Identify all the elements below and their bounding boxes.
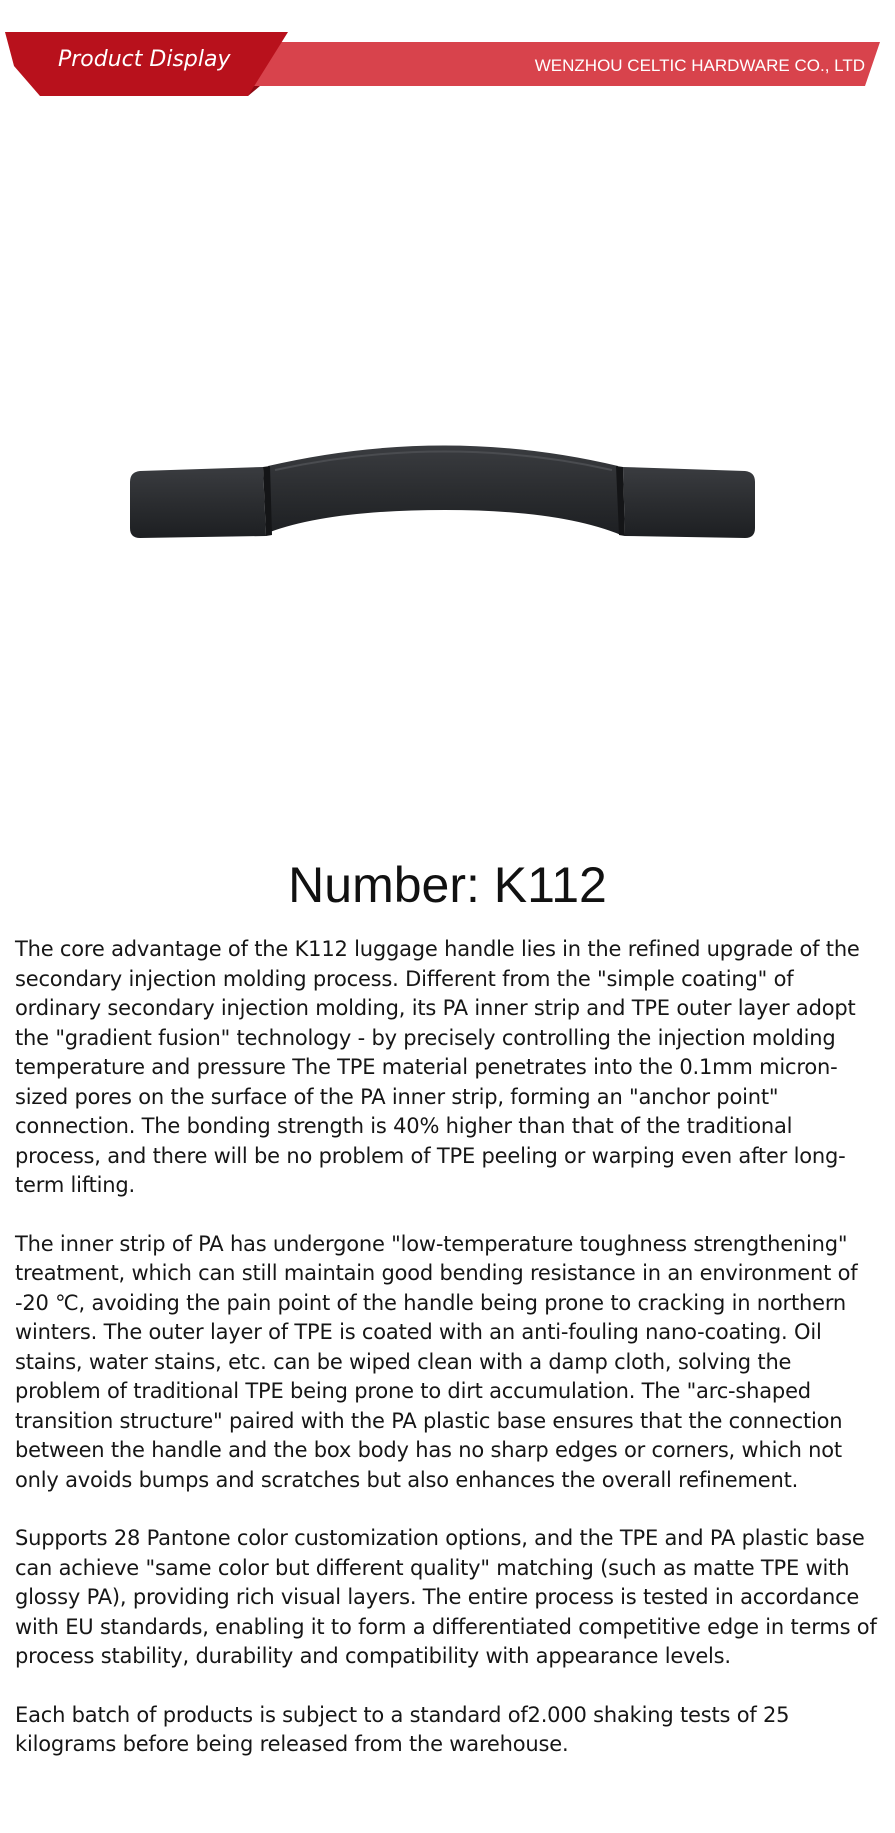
header-banner	[0, 0, 895, 110]
handle-left-end	[130, 467, 266, 538]
description-paragraph: The core advantage of the K112 luggage handle lies in the refined upgrade of the secondary injection molding process. Different from the "simple coating" of ordinary secondary injection molding, its PA inner strip and TPE outer layer adopt the "gradient fusion" technology - by precisely controlling the injection molding temperature and pressure The TPE material penetrates into the 0.1mm micron-sized pores on the surface of the PA inner strip, forming an "anchor point" connection. The bonding strength is 40% higher than that of the traditional process, and there will be no problem of TPE peeling or warping even after long-term lifting.	[15, 937, 860, 1197]
description-paragraph: Supports 28 Pantone color customization options, and the TPE and PA plastic base can achieve "same color but different quality" matching (such as matte TPE with glossy PA), providing rich visual layers. The entire process is tested in accordance with EU standards, enabling it to form a differentiated competitive edge in terms of process stability, durability and compatibility with appearance levels.	[15, 1526, 877, 1668]
company-name: WENZHOU CELTIC HARDWARE CO., LTD	[534, 56, 865, 75]
handle-grip	[268, 446, 621, 536]
luggage-handle-icon	[100, 400, 795, 570]
product-number: Number: K112	[288, 857, 607, 913]
description-paragraph: The inner strip of PA has undergone "low-temperature toughness strengthening" treatment, which can still maintain good bending resistance in an environment of -20 ℃, avoiding the pain point of the handle being prone to cracking in northern winters. The outer layer of TPE is coated with an anti-fouling nano-coating. Oil stains, water stains, etc. can be wiped clean with a damp cloth, solving the problem of traditional TPE being prone to dirt accumulation. The "arc-shaped transition structure" paired with the PA plastic base ensures that the connection between the handle and the box body has no sharp edges or corners, which not only avoids bumps and scratches but also enhances the overall refinement.	[15, 1231, 858, 1492]
product-image	[100, 400, 795, 570]
product-description	[15, 935, 883, 1789]
handle-right-end	[623, 467, 755, 538]
banner-label: Product Display	[58, 47, 231, 72]
description-paragraph: Each batch of products is subject to a standard of2.000 shaking tests of 25 kilograms before being released from the warehouse.	[15, 1702, 790, 1756]
